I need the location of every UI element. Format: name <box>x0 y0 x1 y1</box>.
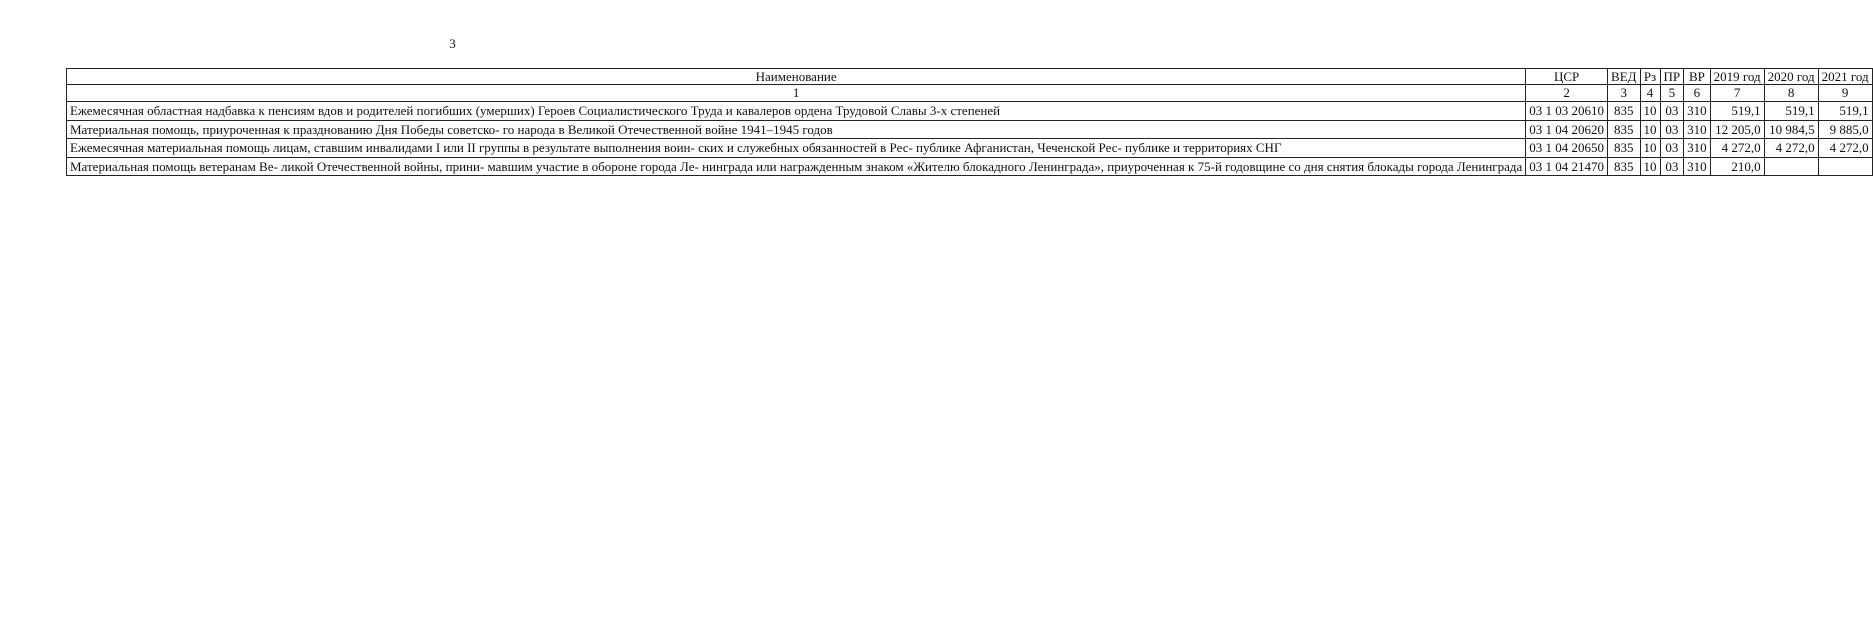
table-row <box>67 157 1873 176</box>
row-rz: 10 <box>1640 139 1660 158</box>
row-pr: 03 <box>1660 102 1684 121</box>
row-2019: 519,1 <box>1710 102 1764 121</box>
row-2020 <box>1764 157 1818 176</box>
budget-table <box>66 68 1873 176</box>
row-csr: 03 1 03 20610 <box>1526 102 1608 121</box>
row-ved: 835 <box>1608 120 1640 139</box>
row-2019: 4 272,0 <box>1710 139 1764 158</box>
row-csr: 03 1 04 21470 <box>1526 157 1608 176</box>
row-name: Ежемесячная материальная помощь лицам, ставшим инвалидами I или II группы в результате выполнения воин- ских и служебных обязанностей в Рес- публике Афганистан, Чеченской Рес- публике и территориях СНГ <box>67 139 1526 158</box>
row-2021: 519,1 <box>1818 102 1872 121</box>
column-number: 8 <box>1764 85 1818 102</box>
row-vr: 310 <box>1684 139 1711 158</box>
row-rz: 10 <box>1640 157 1660 176</box>
row-pr: 03 <box>1660 139 1684 158</box>
header-pr: ПР <box>1660 69 1684 85</box>
header-name: Наименование <box>67 69 1526 85</box>
column-number: 6 <box>1684 85 1711 102</box>
row-2021: 9 885,0 <box>1818 120 1872 139</box>
row-name: Ежемесячная областная надбавка к пенсиям вдов и родителей погибших (умерших) Героев Социалистического Труда и кавалеров ордена Трудовой Славы 3-х степеней <box>67 102 1526 121</box>
column-number: 3 <box>1608 85 1640 102</box>
row-vr: 310 <box>1684 120 1711 139</box>
column-number: 9 <box>1818 85 1872 102</box>
row-ved: 835 <box>1608 139 1640 158</box>
row-ved: 835 <box>1608 102 1640 121</box>
row-vr: 310 <box>1684 157 1711 176</box>
row-2020: 10 984,5 <box>1764 120 1818 139</box>
row-rz: 10 <box>1640 102 1660 121</box>
row-name: Материальная помощь, приуроченная к празднованию Дня Победы советско- го народа в Великой Отечественной войне 1941–1945 годов <box>67 120 1526 139</box>
row-csr: 03 1 04 20620 <box>1526 120 1608 139</box>
header-csr: ЦСР <box>1526 69 1608 85</box>
header-row <box>67 69 1873 85</box>
page-number: 3 <box>449 36 456 51</box>
table-row <box>67 139 1873 158</box>
column-number: 1 <box>67 85 1526 102</box>
table-row <box>67 120 1873 139</box>
row-2019: 210,0 <box>1710 157 1764 176</box>
table-row <box>67 102 1873 121</box>
row-ved: 835 <box>1608 157 1640 176</box>
row-2021: 4 272,0 <box>1818 139 1872 158</box>
row-vr: 310 <box>1684 102 1711 121</box>
row-rz: 10 <box>1640 120 1660 139</box>
row-csr: 03 1 04 20650 <box>1526 139 1608 158</box>
row-2019: 12 205,0 <box>1710 120 1764 139</box>
column-number: 5 <box>1660 85 1684 102</box>
row-2021 <box>1818 157 1872 176</box>
row-pr: 03 <box>1660 120 1684 139</box>
column-number-row <box>67 85 1873 102</box>
row-2020: 4 272,0 <box>1764 139 1818 158</box>
row-name: Материальная помощь ветеранам Ве- ликой Отечественной войны, прини- мавшим участие в обороне города Ле- нинграда или награжденным знаком «Жителю блокадного Ленинграда», приуроченная к 75-й годовщине со дня снятия блокады города Ленинграда <box>67 157 1526 176</box>
header-2019: 2019 год <box>1710 69 1764 85</box>
header-ved: ВЕД <box>1608 69 1640 85</box>
header-2021: 2021 год <box>1818 69 1872 85</box>
column-number: 7 <box>1710 85 1764 102</box>
column-number: 4 <box>1640 85 1660 102</box>
header-2020: 2020 год <box>1764 69 1818 85</box>
row-2020: 519,1 <box>1764 102 1818 121</box>
header-vr: ВР <box>1684 69 1711 85</box>
header-rz: Рз <box>1640 69 1660 85</box>
row-pr: 03 <box>1660 157 1684 176</box>
column-number: 2 <box>1526 85 1608 102</box>
